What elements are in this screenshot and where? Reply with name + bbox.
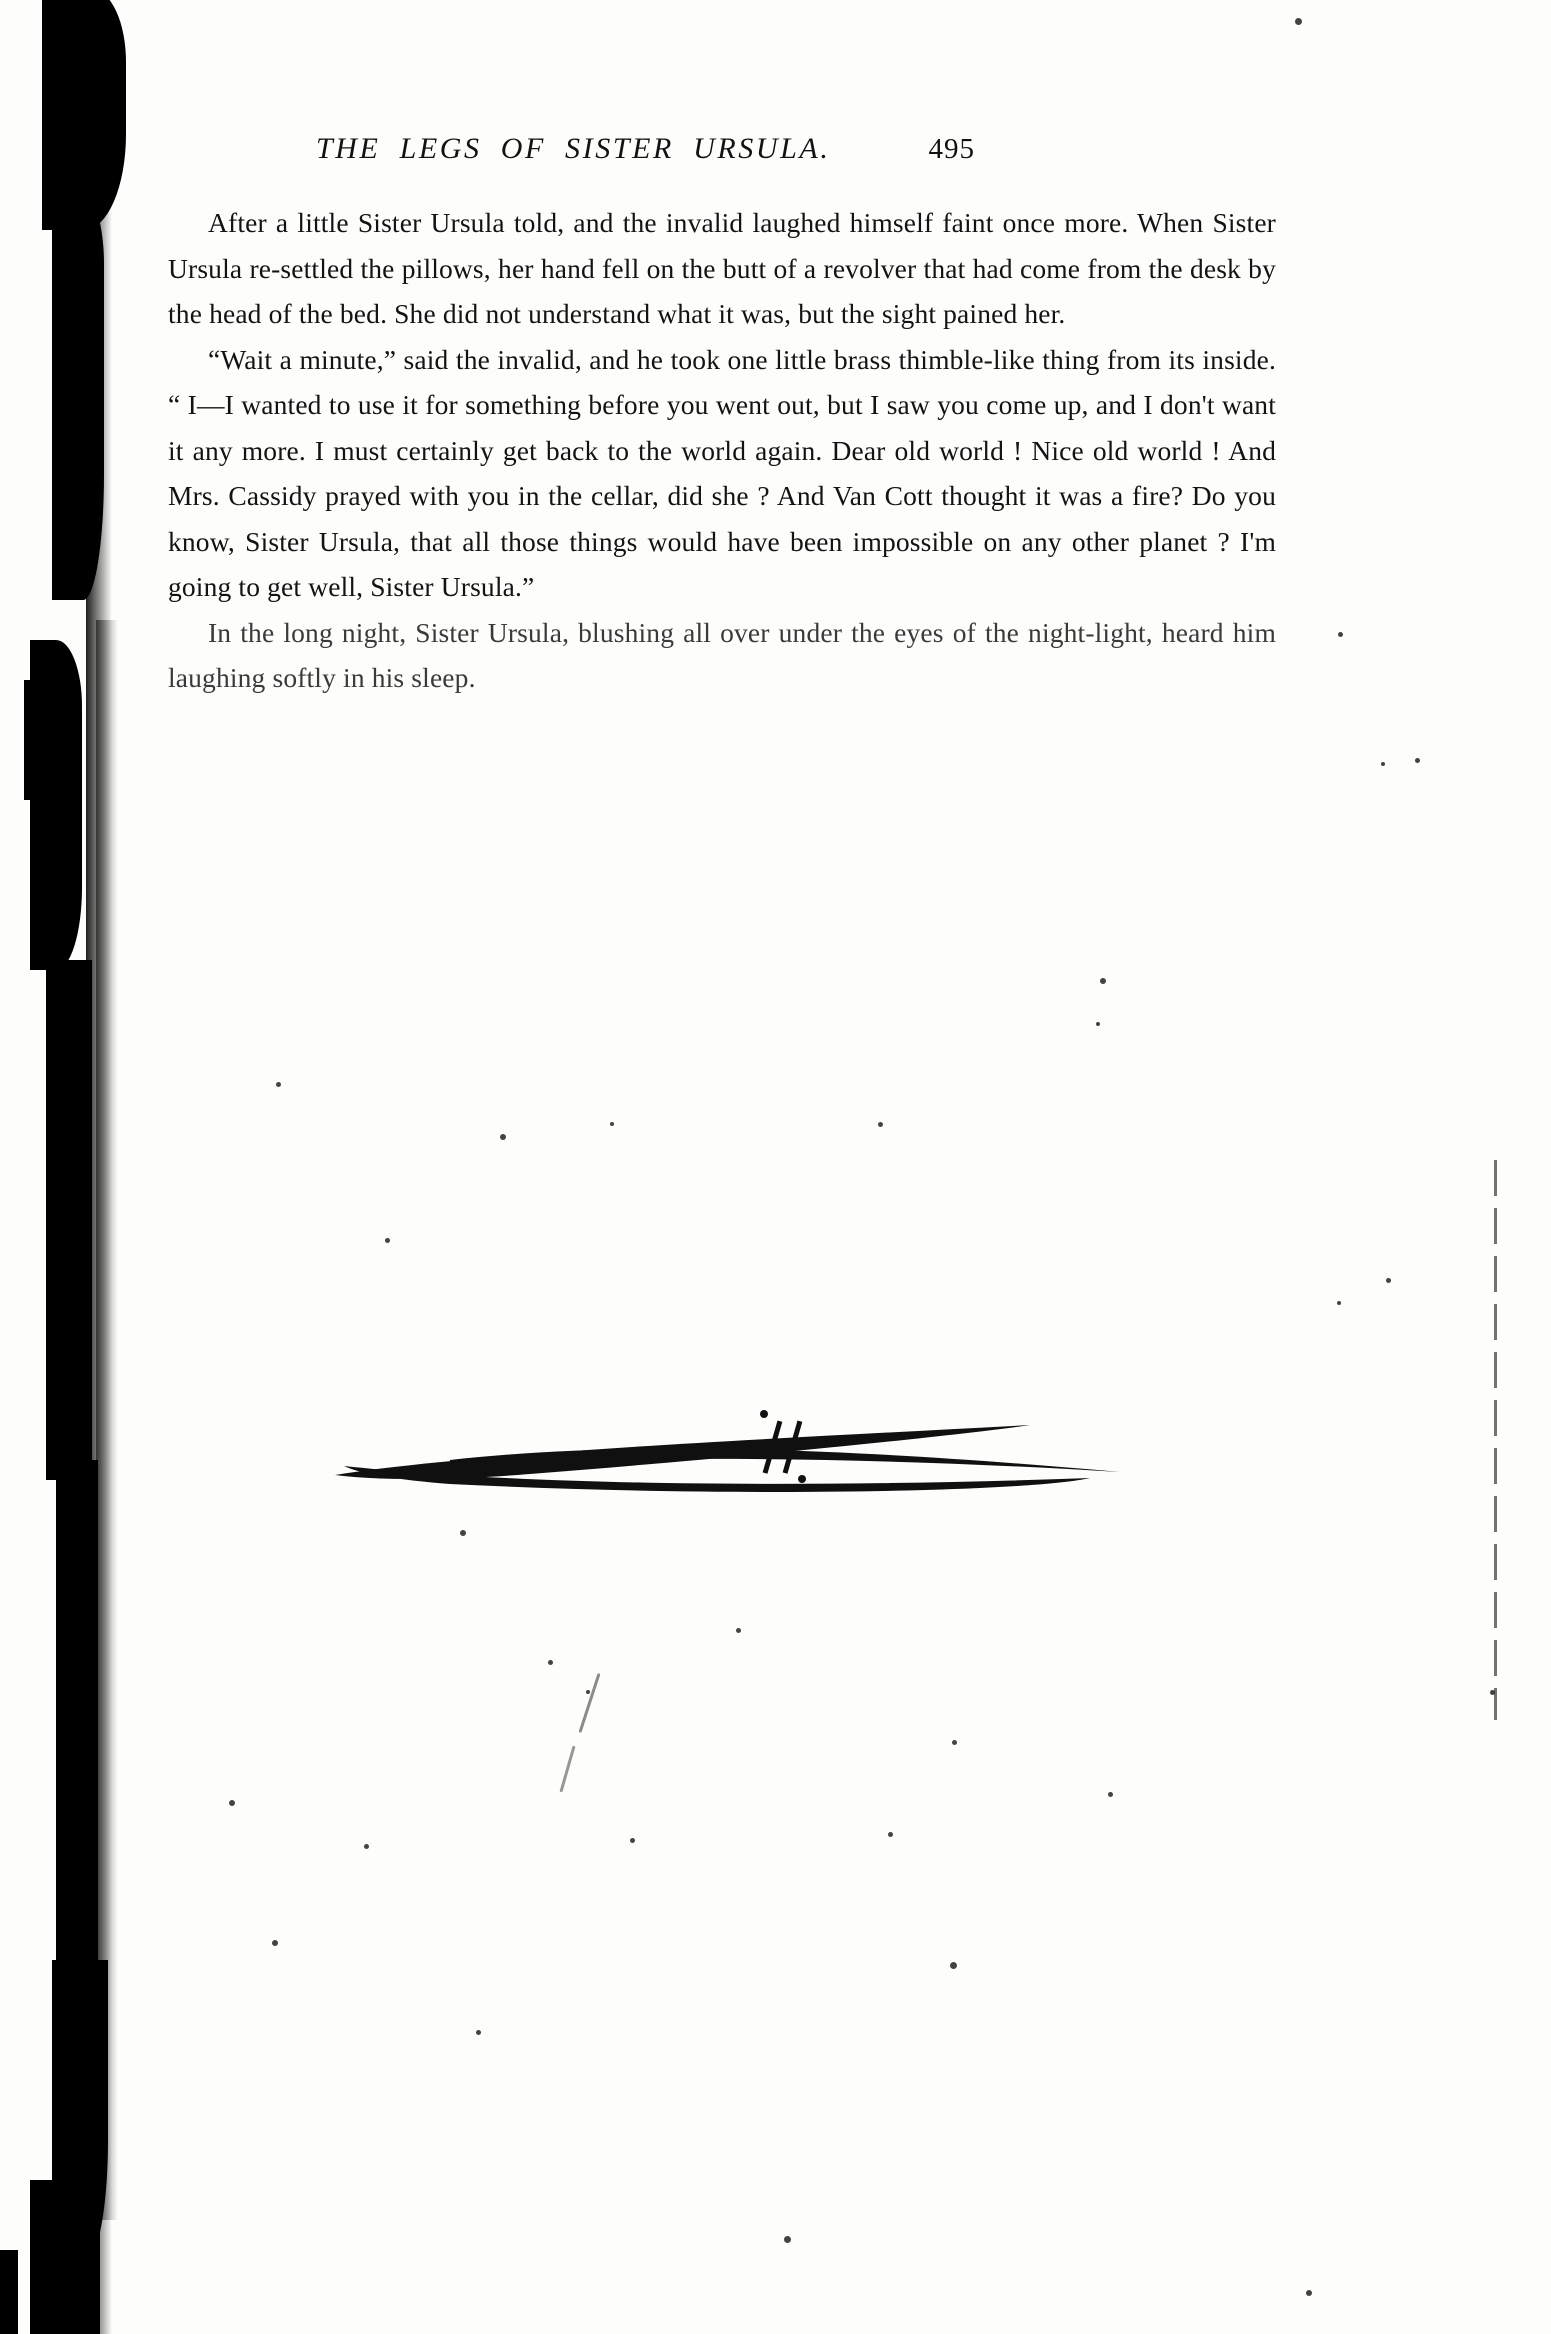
scan-speck — [1100, 978, 1106, 984]
gutter-blot — [52, 1960, 108, 2260]
decorative-swash-rule — [330, 1400, 1140, 1530]
scan-scratch — [559, 1746, 575, 1793]
gutter-blot — [52, 180, 104, 600]
gutter-blot — [30, 640, 82, 970]
paragraph: In the long night, Sister Ursula, blushing all over under the eyes of the night-light, heard him laughing softly in his sleep. — [168, 616, 1276, 693]
scan-speck — [229, 1800, 235, 1806]
page-content — [168, 0, 1348, 701]
scan-speck — [385, 1238, 390, 1243]
scan-speck — [276, 1082, 281, 1087]
page-gutter-shadow — [0, 0, 190, 2334]
scan-speck — [586, 1690, 590, 1694]
scan-scratch — [578, 1673, 600, 1733]
scan-speck — [952, 1740, 957, 1745]
scan-speck — [1096, 1022, 1100, 1026]
page-number: 495 — [928, 133, 975, 165]
scan-speck — [460, 1530, 466, 1536]
scan-speck — [548, 1660, 553, 1665]
scan-speck — [1386, 1278, 1391, 1283]
scan-speck — [500, 1134, 506, 1140]
scan-speck — [784, 2236, 791, 2243]
scan-speck — [1490, 1690, 1495, 1695]
running-head-title: THE LEGS OF SISTER URSULA. — [316, 132, 831, 165]
scan-speck — [1415, 758, 1420, 763]
scan-speck — [736, 1628, 741, 1633]
gutter-blot — [42, 0, 126, 230]
gutter-blot — [30, 2180, 100, 2334]
gutter-blot — [24, 680, 40, 800]
scan-speck — [878, 1122, 883, 1127]
scan-speck — [272, 1940, 278, 1946]
scan-speck — [888, 1832, 893, 1837]
scan-speck — [1381, 762, 1385, 766]
right-margin-scan-rule — [1494, 1160, 1497, 1720]
scan-speck — [1108, 1792, 1113, 1797]
scan-speck — [950, 1962, 957, 1969]
scan-speck — [1338, 632, 1343, 637]
paragraph: “Wait a minute,” said the invalid, and he took one little brass thimble-like thing from its inside. “ I—I wanted to use it for something before you went out, but I saw you come up, and I don't want it any more. I must certainly get back to the world again. Dear old world ! Nice old world ! And Mrs. Cassidy prayed with you in the cellar, did she ? And Van Cott thought it was a fire? Do you know, Sister Ursula, that all those things would have been impossible on any other planet ? I'm going to get well, Sister Ursula.” — [168, 343, 1276, 602]
scan-speck — [476, 2030, 481, 2035]
gutter-gradient — [86, 0, 112, 2334]
gutter-blot — [46, 960, 92, 1480]
scan-speck — [610, 1122, 614, 1126]
scan-speck — [1306, 2290, 1312, 2296]
body-text — [168, 200, 1276, 701]
gutter-blot — [0, 2250, 18, 2334]
gutter-gradient — [96, 620, 118, 2220]
running-head — [168, 0, 1348, 166]
scan-speck — [1337, 1301, 1341, 1305]
gutter-blot — [56, 1460, 98, 1980]
paragraph: After a little Sister Ursula told, and the invalid laughed himself faint once more. When Sister Ursula re-settled the pillows, her hand fell on the butt of a revolver that had come from the desk by the head of the bed. She did not understand what it was, but the sight pained her. — [168, 207, 1276, 329]
scan-speck — [364, 1844, 369, 1849]
scan-speck — [1295, 18, 1302, 25]
scan-speck — [630, 1838, 635, 1843]
